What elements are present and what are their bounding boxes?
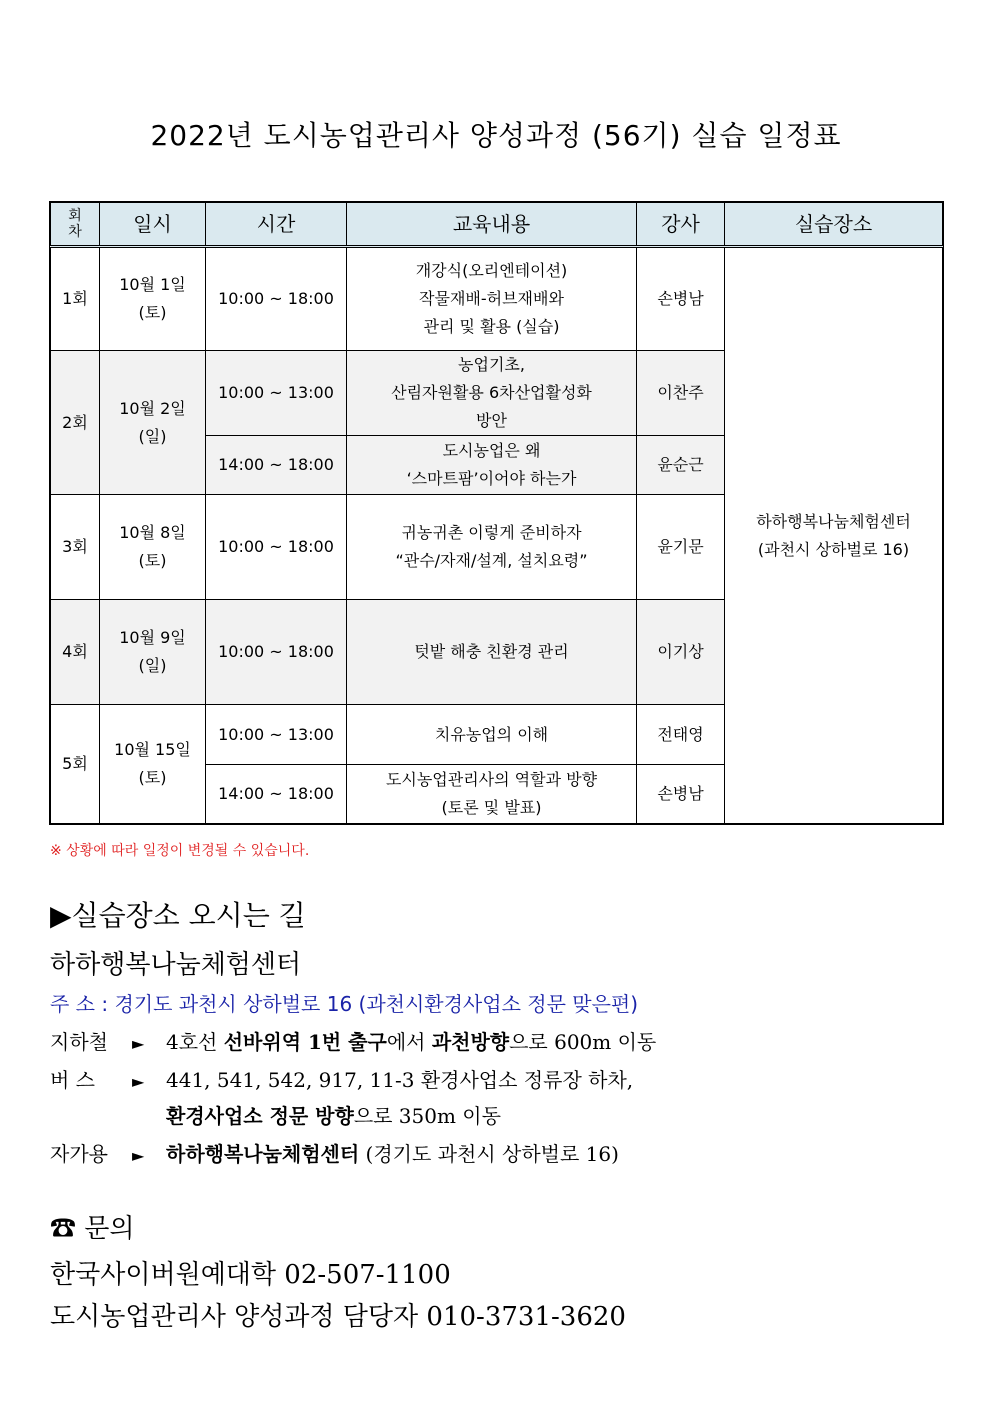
table-row — [51, 247, 943, 351]
time-cell: 10:00 ~ 13:00 — [206, 705, 347, 765]
content-cell: 도시농업관리사의 역할과 방향 (토론 및 발표) — [347, 765, 637, 824]
bus-directions: 버 스 ► 441, 541, 542, 917, 11-3 환경사업소 정류장 하차, — [50, 1064, 633, 1093]
location-cell: 하하행복나눔체험센터 (과천시 상하벌로 16) — [725, 247, 943, 824]
instructor-cell: 이기상 — [637, 600, 725, 705]
contact-line-2: 도시농업관리사 양성과정 담당자 010-3731-3620 — [50, 1302, 626, 1332]
header-date: 일시 — [100, 203, 206, 247]
round-cell: 2회 — [51, 351, 100, 495]
instructor-cell: 손병남 — [637, 247, 725, 351]
subway-label: 지하철 — [50, 1030, 108, 1054]
instructor-cell: 이찬주 — [637, 351, 725, 436]
time-cell: 14:00 ~ 18:00 — [206, 436, 347, 495]
time-cell: 14:00 ~ 18:00 — [206, 765, 347, 824]
instructor-cell: 손병남 — [637, 765, 725, 824]
instructor-cell: 윤기문 — [637, 495, 725, 600]
content-cell: 귀농귀촌 이렇게 준비하자 “관수/자재/설계, 설치요령” — [347, 495, 637, 600]
car-directions: 자가용 ► 하하행복나눔체험센터 (경기도 과천시 상하벌로 16) — [50, 1138, 619, 1167]
time-cell: 10:00 ~ 18:00 — [206, 600, 347, 705]
time-cell: 10:00 ~ 18:00 — [206, 495, 347, 600]
header-time: 시간 — [206, 203, 347, 247]
instructor-cell: 전태영 — [637, 705, 725, 765]
arrow-icon: ► — [132, 1034, 145, 1053]
car-label: 자가용 — [50, 1142, 108, 1166]
contact-heading: ☎ 문의 — [50, 1214, 135, 1244]
date-cell: 10월 1일 (토) — [100, 247, 206, 351]
bus-label: 버 스 — [50, 1068, 95, 1092]
date-cell: 10월 9일 (일) — [100, 600, 206, 705]
content-cell: 개강식(오리엔테이션) 작물재배-허브재배와 관리 및 활용 (실습) — [347, 247, 637, 351]
date-cell: 10월 8일 (토) — [100, 495, 206, 600]
schedule-change-note: ※ 상황에 따라 일정이 변경될 수 있습니다. — [50, 843, 310, 859]
directions-heading: ▶실습장소 오시는 길 — [50, 899, 306, 932]
header-content: 교육내용 — [347, 203, 637, 247]
contact-line-1: 한국사이버원예대학 02-507-1100 — [50, 1260, 451, 1290]
date-cell: 10월 2일 (일) — [100, 351, 206, 495]
address-line: 주 소 : 경기도 과천시 상하벌로 16 (과천시환경사업소 정문 맞은편) — [50, 992, 639, 1016]
round-cell: 1회 — [51, 247, 100, 351]
page-title: 2022년 도시농업관리사 양성과정 (56기) 실습 일정표 — [150, 119, 842, 152]
content-cell: 텃밭 해충 친환경 관리 — [347, 600, 637, 705]
round-cell: 5회 — [51, 705, 100, 824]
content-cell: 치유농업의 이해 — [347, 705, 637, 765]
time-cell: 10:00 ~ 18:00 — [206, 247, 347, 351]
arrow-icon: ► — [132, 1146, 145, 1165]
center-name: 하하행복나눔체험센터 — [50, 950, 302, 980]
header-location: 실습장소 — [725, 203, 943, 247]
subway-directions: 지하철 ► 4호선 선바위역 1번 출구에서 과천방향으로 600m 이동 — [50, 1026, 656, 1055]
header-instructor: 강사 — [637, 203, 725, 247]
header-round: 회 차 — [51, 203, 100, 247]
instructor-cell: 윤순근 — [637, 436, 725, 495]
round-cell: 4회 — [51, 600, 100, 705]
content-cell: 농업기초, 산림자원활용 6차산업활성화 방안 — [347, 351, 637, 436]
arrow-icon: ► — [132, 1072, 145, 1091]
table-header-row — [51, 203, 943, 247]
round-cell: 3회 — [51, 495, 100, 600]
schedule-table — [50, 202, 943, 824]
date-cell: 10월 15일 (토) — [100, 705, 206, 824]
time-cell: 10:00 ~ 13:00 — [206, 351, 347, 436]
content-cell: 도시농업은 왜 ‘스마트팜’이어야 하는가 — [347, 436, 637, 495]
bus-directions-cont: 환경사업소 정문 방향으로 350m 이동 — [166, 1104, 501, 1128]
